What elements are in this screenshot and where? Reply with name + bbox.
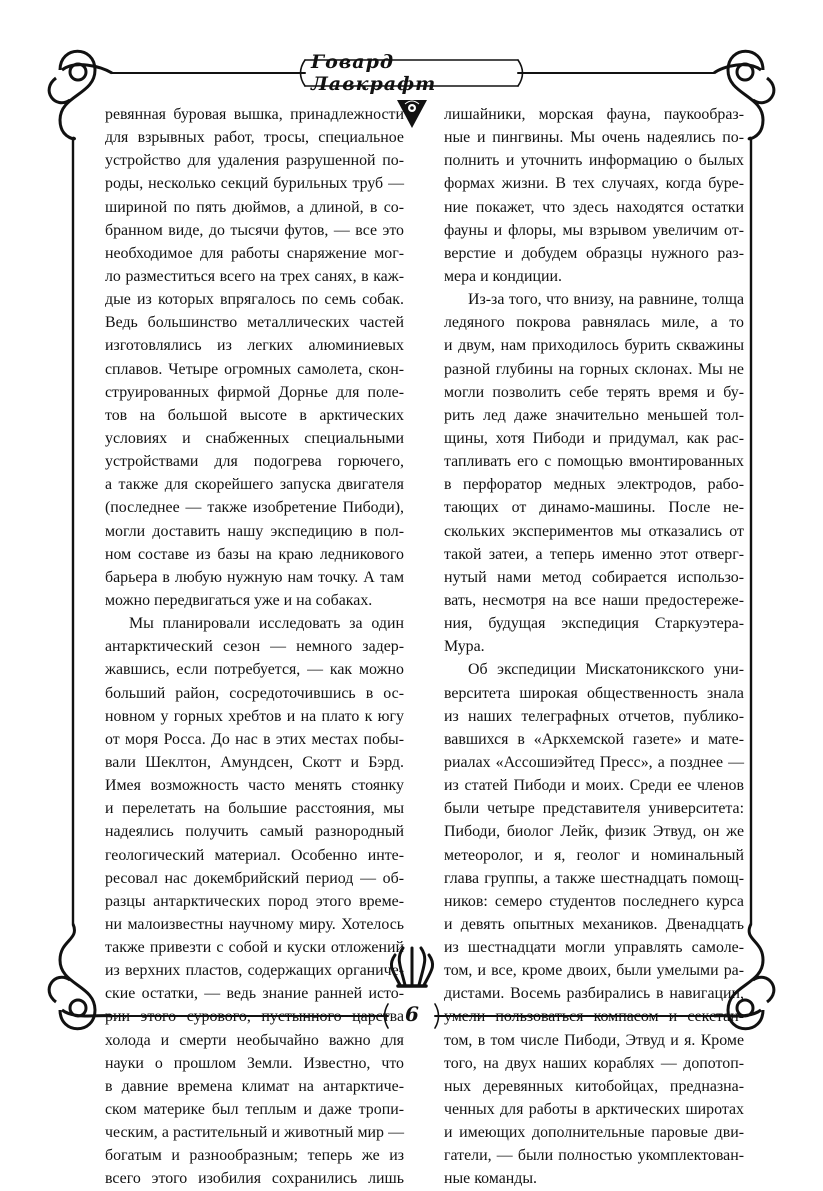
text-line: Об экспедиции Мискатоникского уни- bbox=[468, 661, 744, 679]
text-line: науки о прошлом Земли. Известно, что bbox=[105, 1054, 404, 1072]
text-line: Имея возможность часто менять стоянку bbox=[105, 777, 404, 795]
text-line: надеялись получить самый разнородный bbox=[105, 823, 404, 841]
text-line: полнить и уточнить информацию о былых bbox=[444, 152, 744, 170]
text-line: устройствами для подогрева горючего, bbox=[105, 453, 404, 471]
text-line: лишайники, морская фауна, паукообраз- bbox=[444, 106, 744, 123]
text-line: риалах «Ассошиэйтед Пресс», а позднее — bbox=[444, 753, 744, 771]
text-line: ло разместиться всего на трех санях, в каж- bbox=[105, 267, 404, 285]
text-line: разной глубины на горных склонах. Мы не bbox=[444, 360, 744, 378]
text-line: тапливать его с помощью вмонтированных bbox=[444, 453, 744, 471]
text-line: из шестнадцати могли управлять самоле- bbox=[444, 939, 744, 957]
text-line: и девять опытных механиков. Двенадцать bbox=[444, 915, 744, 933]
text-line: от моря Росса. До нас в этих местах побы- bbox=[105, 730, 404, 748]
text-line: холода и смерти необычайно важно для bbox=[105, 1031, 404, 1049]
text-line: из наших телеграфных отчетов, публико- bbox=[444, 707, 744, 725]
text-line: том, в том числе Пибоди, Этвуд и я. Кроме bbox=[444, 1031, 744, 1049]
text-line: тающих от динамо-машины. После не- bbox=[444, 499, 744, 517]
text-line: вать, несмотря на все наши предостереже- bbox=[444, 591, 744, 609]
text-line: жавшись, если потребуется, — как можно bbox=[105, 661, 404, 679]
text-line: из верхних пластов, содержащих органиче- bbox=[105, 962, 404, 980]
text-line: и имеющих дополнительные паровые дви- bbox=[444, 1124, 744, 1142]
text-line: устройство для удаления разрушенной по- bbox=[105, 152, 404, 170]
text-line: гатели, — были полностью укомплектован- bbox=[444, 1147, 744, 1165]
text-line: бранном виде, до тысячи футов, — все это bbox=[105, 221, 404, 239]
text-line: могли позволить себе терять время и бу- bbox=[444, 383, 744, 401]
text-line: том, и все, кроме двоих, были умелыми ра- bbox=[444, 962, 744, 980]
text-line: ские остатки, — ведь знание ранней исто- bbox=[105, 985, 404, 1003]
text-line: нутый нами метод собирается использо- bbox=[444, 568, 744, 586]
text-line: рии этого сурового, пустынного царства bbox=[105, 1008, 404, 1026]
text-column-right bbox=[444, 103, 744, 1191]
text-line: были четыре представителя университета: bbox=[444, 800, 744, 818]
text-line: рить лед даже значительно меньшей тол- bbox=[444, 406, 744, 424]
text-line: Пибоди, биолог Лейк, физик Этвуд, он же bbox=[444, 823, 744, 841]
text-line: ные и пингвины. Мы очень надеялись по- bbox=[444, 129, 744, 147]
text-line: необходимое для работы снаряжение мог- bbox=[105, 244, 404, 262]
text-line: сплавов. Четыре огромных самолета, скон- bbox=[105, 360, 404, 378]
text-line: ресовал нас докембрийский период — об- bbox=[105, 869, 404, 887]
text-line: мера и кондиции. bbox=[444, 267, 562, 285]
text-line: того, на двух наших кораблях — допотоп- bbox=[444, 1054, 744, 1072]
text-line: ни малоизвестны научному миру. Хотелось bbox=[105, 915, 404, 933]
text-line: богатым и разнообразным; теперь же из bbox=[105, 1147, 404, 1165]
text-line: барьера в любую нужную нам точку. А там bbox=[105, 568, 404, 586]
text-line: также привезти с собой и куски отложений bbox=[105, 939, 404, 957]
text-line: Из-за того, что внизу, на равнине, толща bbox=[468, 291, 744, 309]
text-line: для взрывных работ, тросы, специальное bbox=[105, 129, 404, 147]
text-line: вали Шеклтон, Амундсен, Скотт и Бэрд. bbox=[105, 753, 404, 771]
running-header-author: Говард Лавкрафт bbox=[311, 51, 437, 95]
text-line: дистами. Восемь разбирались в навигации, bbox=[444, 985, 744, 1003]
text-line: Мы планировали исследовать за один bbox=[129, 615, 404, 633]
text-line: дые из которых впрягалось по семь собак. bbox=[105, 291, 404, 309]
text-line: (последнее — также изобретение Пибоди), bbox=[105, 499, 404, 517]
text-line: ние покажет, что здесь находятся остатки bbox=[444, 198, 744, 216]
text-line: скольких экспериментов мы отказались от bbox=[444, 522, 744, 540]
text-line: глава группы, а также шестнадцать помощ- bbox=[444, 869, 744, 887]
text-line: в перфоратор медных электродов, рабо- bbox=[444, 476, 744, 494]
text-line: Ведь большинство металлических частей bbox=[105, 314, 404, 332]
text-line: роды, несколько секций бурильных труб — bbox=[105, 175, 404, 193]
text-line: верстие и добудем образцы нужного раз- bbox=[444, 244, 744, 262]
text-line: умели пользоваться компасом и секстан- bbox=[444, 1008, 744, 1026]
text-line: струированных фирмой Дорнье для поле- bbox=[105, 383, 404, 401]
page-number: 6 bbox=[405, 1002, 419, 1026]
text-line: ных деревянных китобойцах, предназна- bbox=[444, 1077, 744, 1095]
text-line: ском материке был теплым и даже тропи- bbox=[105, 1101, 404, 1119]
text-line: Мура. bbox=[444, 638, 485, 656]
text-line: в давние времена климат на антарктиче- bbox=[105, 1077, 404, 1095]
text-line: геологический материал. Особенно инте- bbox=[105, 846, 404, 864]
text-line: могли доставить нашу экспедицию в пол- bbox=[105, 522, 404, 540]
text-line: тов на большой высоте в арктических bbox=[105, 406, 404, 424]
text-line: всего этого изобилия сохранились лишь bbox=[105, 1170, 404, 1188]
text-line: ников: семеро студентов последнего курса bbox=[444, 892, 744, 910]
text-line: ченных для работы в арктических широтах bbox=[444, 1101, 744, 1119]
text-line: ревянная буровая вышка, принадлежности bbox=[105, 106, 404, 123]
text-line: и двум, нам приходилось бурить скважины bbox=[444, 337, 744, 355]
text-line: шириной по пять дюймов, а длиной, в со- bbox=[105, 198, 404, 216]
text-line: изготовлялись из легких алюминиевых bbox=[105, 337, 404, 355]
text-line: разцы антарктических пород этого време- bbox=[105, 892, 404, 910]
text-line: из статей Пибоди и моих. Среди ее членов bbox=[444, 777, 744, 795]
text-line: вавшихся в «Аркхемской газете» и мате- bbox=[444, 730, 744, 748]
text-line: и перелетать на большие расстояния, мы bbox=[105, 800, 404, 818]
text-line: ные команды. bbox=[444, 1170, 537, 1188]
text-line: а также для скорейшего запуска двигателя bbox=[105, 476, 404, 494]
text-line: формах жизни. В тех случаях, когда буре- bbox=[444, 175, 744, 193]
text-line: такой затеи, а теперь именно этот отверг- bbox=[444, 545, 744, 563]
text-line: верситета широкая общественность знала bbox=[444, 684, 744, 702]
text-line: ния, будущая экспедиция Старкуэтера- bbox=[444, 615, 744, 633]
text-line: новном у горных хребтов и на плато к югу bbox=[105, 707, 404, 725]
text-line: больший район, сосредоточившись в ос- bbox=[105, 684, 404, 702]
text-column-left bbox=[105, 103, 404, 1191]
text-line: условиях и снабженных специальными bbox=[105, 429, 404, 447]
text-line: фауны и флоры, мы взрывом увеличим от- bbox=[444, 221, 744, 239]
text-line: антарктический сезон — немного задер- bbox=[105, 638, 404, 656]
text-line: ном составе из базы на краю ледникового bbox=[105, 545, 404, 563]
text-line: можно передвигаться уже и на собаках. bbox=[105, 591, 373, 609]
text-line: ледяного покрова равнялась миле, а то bbox=[444, 314, 744, 332]
text-line: ческим, а растительный и животный мир — bbox=[105, 1124, 404, 1142]
text-line: щины, хотя Пибоди и придумал, как рас- bbox=[444, 429, 744, 447]
text-line: метеоролог, и я, геолог и номинальный bbox=[444, 846, 744, 864]
